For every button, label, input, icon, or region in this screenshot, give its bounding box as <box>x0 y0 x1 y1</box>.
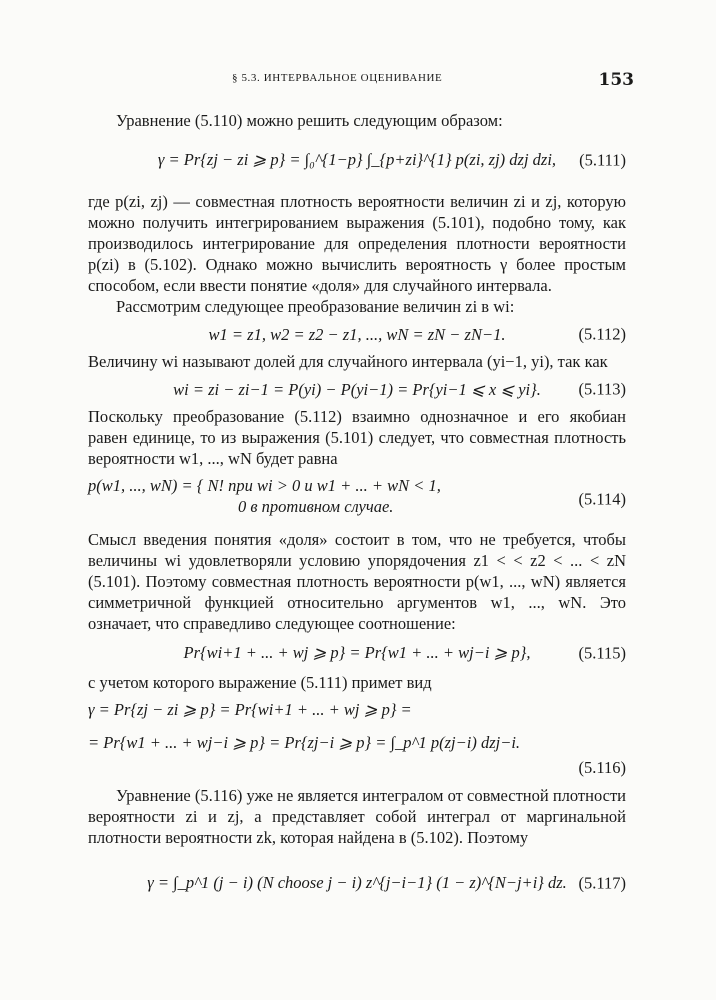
page-body <box>88 110 626 912</box>
equation-5-114-number: (5.114) <box>578 489 626 509</box>
paragraph-4: Величину wi называют долей для случайного интервала (yi−1, yi), так как <box>88 352 608 371</box>
running-head: § 5.3. ИНТЕРВАЛЬНОЕ ОЦЕНИВАНИЕ <box>232 72 443 84</box>
paragraph-8: Уравнение (5.116) уже не является интегралом от совместной плотности вероятности zi и zj, а представляет собой интеграл от маргинальной плотности вероятности zk, которая найдена в (5.102). Поэтому <box>88 786 626 847</box>
page-header <box>0 72 716 94</box>
equation-5-112-body: w1 = z1, w2 = z2 − z1, ..., wN = zN − zN−1. <box>208 325 506 344</box>
equation-5-116-number: (5.116) <box>578 758 626 777</box>
equation-5-116 <box>88 699 626 775</box>
equation-5-115 <box>88 638 626 668</box>
equation-5-114 <box>88 475 626 523</box>
equation-5-117-number: (5.117) <box>578 873 626 893</box>
equation-5-117-body: γ = ∫_p^1 (j − i) (N choose j − i) z^{j−i−1} (1 − z)^{N−j+i} dz. <box>147 873 567 892</box>
equation-5-111-body: γ = Pr{zj − zi ⩾ p} = ∫₀^{1−p} ∫_{p+zi}^{1} p(zi, zj) dzj dzi, <box>157 150 557 169</box>
equation-5-117 <box>88 858 626 908</box>
equation-5-113 <box>88 376 626 402</box>
equation-5-114-line-2: 0 в противном случае. <box>238 497 394 516</box>
equation-5-114-line-1: p(w1, ..., wN) = { N! при wi > 0 и w1 + ... + wN < 1, <box>88 476 441 495</box>
equation-5-112-number: (5.112) <box>578 324 626 344</box>
paragraph-3: Рассмотрим следующее преобразование величин zi в wi: <box>116 297 515 316</box>
equation-5-116-line-2: = Pr{w1 + ... + wj−i ⩾ p} = Pr{zj−i ⩾ p} = ∫_p^1 p(zj−i) dzj−i. <box>88 733 521 752</box>
equation-5-115-body: Pr{wi+1 + ... + wj ⩾ p} = Pr{w1 + ... + wj−i ⩾ p}, <box>183 643 531 662</box>
equation-5-113-body: wi = zi − zi−1 = P(yi) − P(yi−1) = Pr{yi−1 ⩽ x ⩽ yi}. <box>173 380 541 399</box>
equation-5-116-line-1: γ = Pr{zj − zi ⩾ p} = Pr{wi+1 + ... + wj ⩾ p} = <box>88 700 412 719</box>
page-number: 153 <box>598 70 634 90</box>
equation-5-113-number: (5.113) <box>578 379 626 399</box>
paragraph-7: с учетом которого выражение (5.111) примет вид <box>88 673 432 692</box>
equation-5-111-number: (5.111) <box>579 150 626 170</box>
paragraph-1: Уравнение (5.110) можно решить следующим образом: <box>116 111 503 130</box>
equation-5-115-number: (5.115) <box>578 643 626 663</box>
equation-5-112 <box>88 321 626 347</box>
paragraph-2: где p(zi, zj) — совместная плотность вероятности величин zi и zj, которую можно получить интегрированием выражения (5.101), подобно тому, как производилось интегрирование для определения плотности вероятности p(zi) в (5.102). Однако можно вычислить вероятность γ более простым способом, если ввести понятие «доля» для случайного интервала. <box>88 192 626 295</box>
paragraph-6: Смысл введения понятия «доля» состоит в том, что не требуется, чтобы величины wi удовлетворяли условию упорядочения z1 < < z2 < ... < zN (5.101). Поэтому совместная плотность вероятности p(w1, ..., wN) является симметричной функцией относительно аргументов w1, ..., wN. Это означает, что справедливо следующее соотношение: <box>88 530 626 633</box>
equation-5-111 <box>88 137 626 183</box>
paragraph-5: Поскольку преобразование (5.112) взаимно однозначное и его якобиан равен единице, то из выражения (5.101) следует, что совместная плотность вероятности w1, ..., wN будет равна <box>88 407 626 468</box>
